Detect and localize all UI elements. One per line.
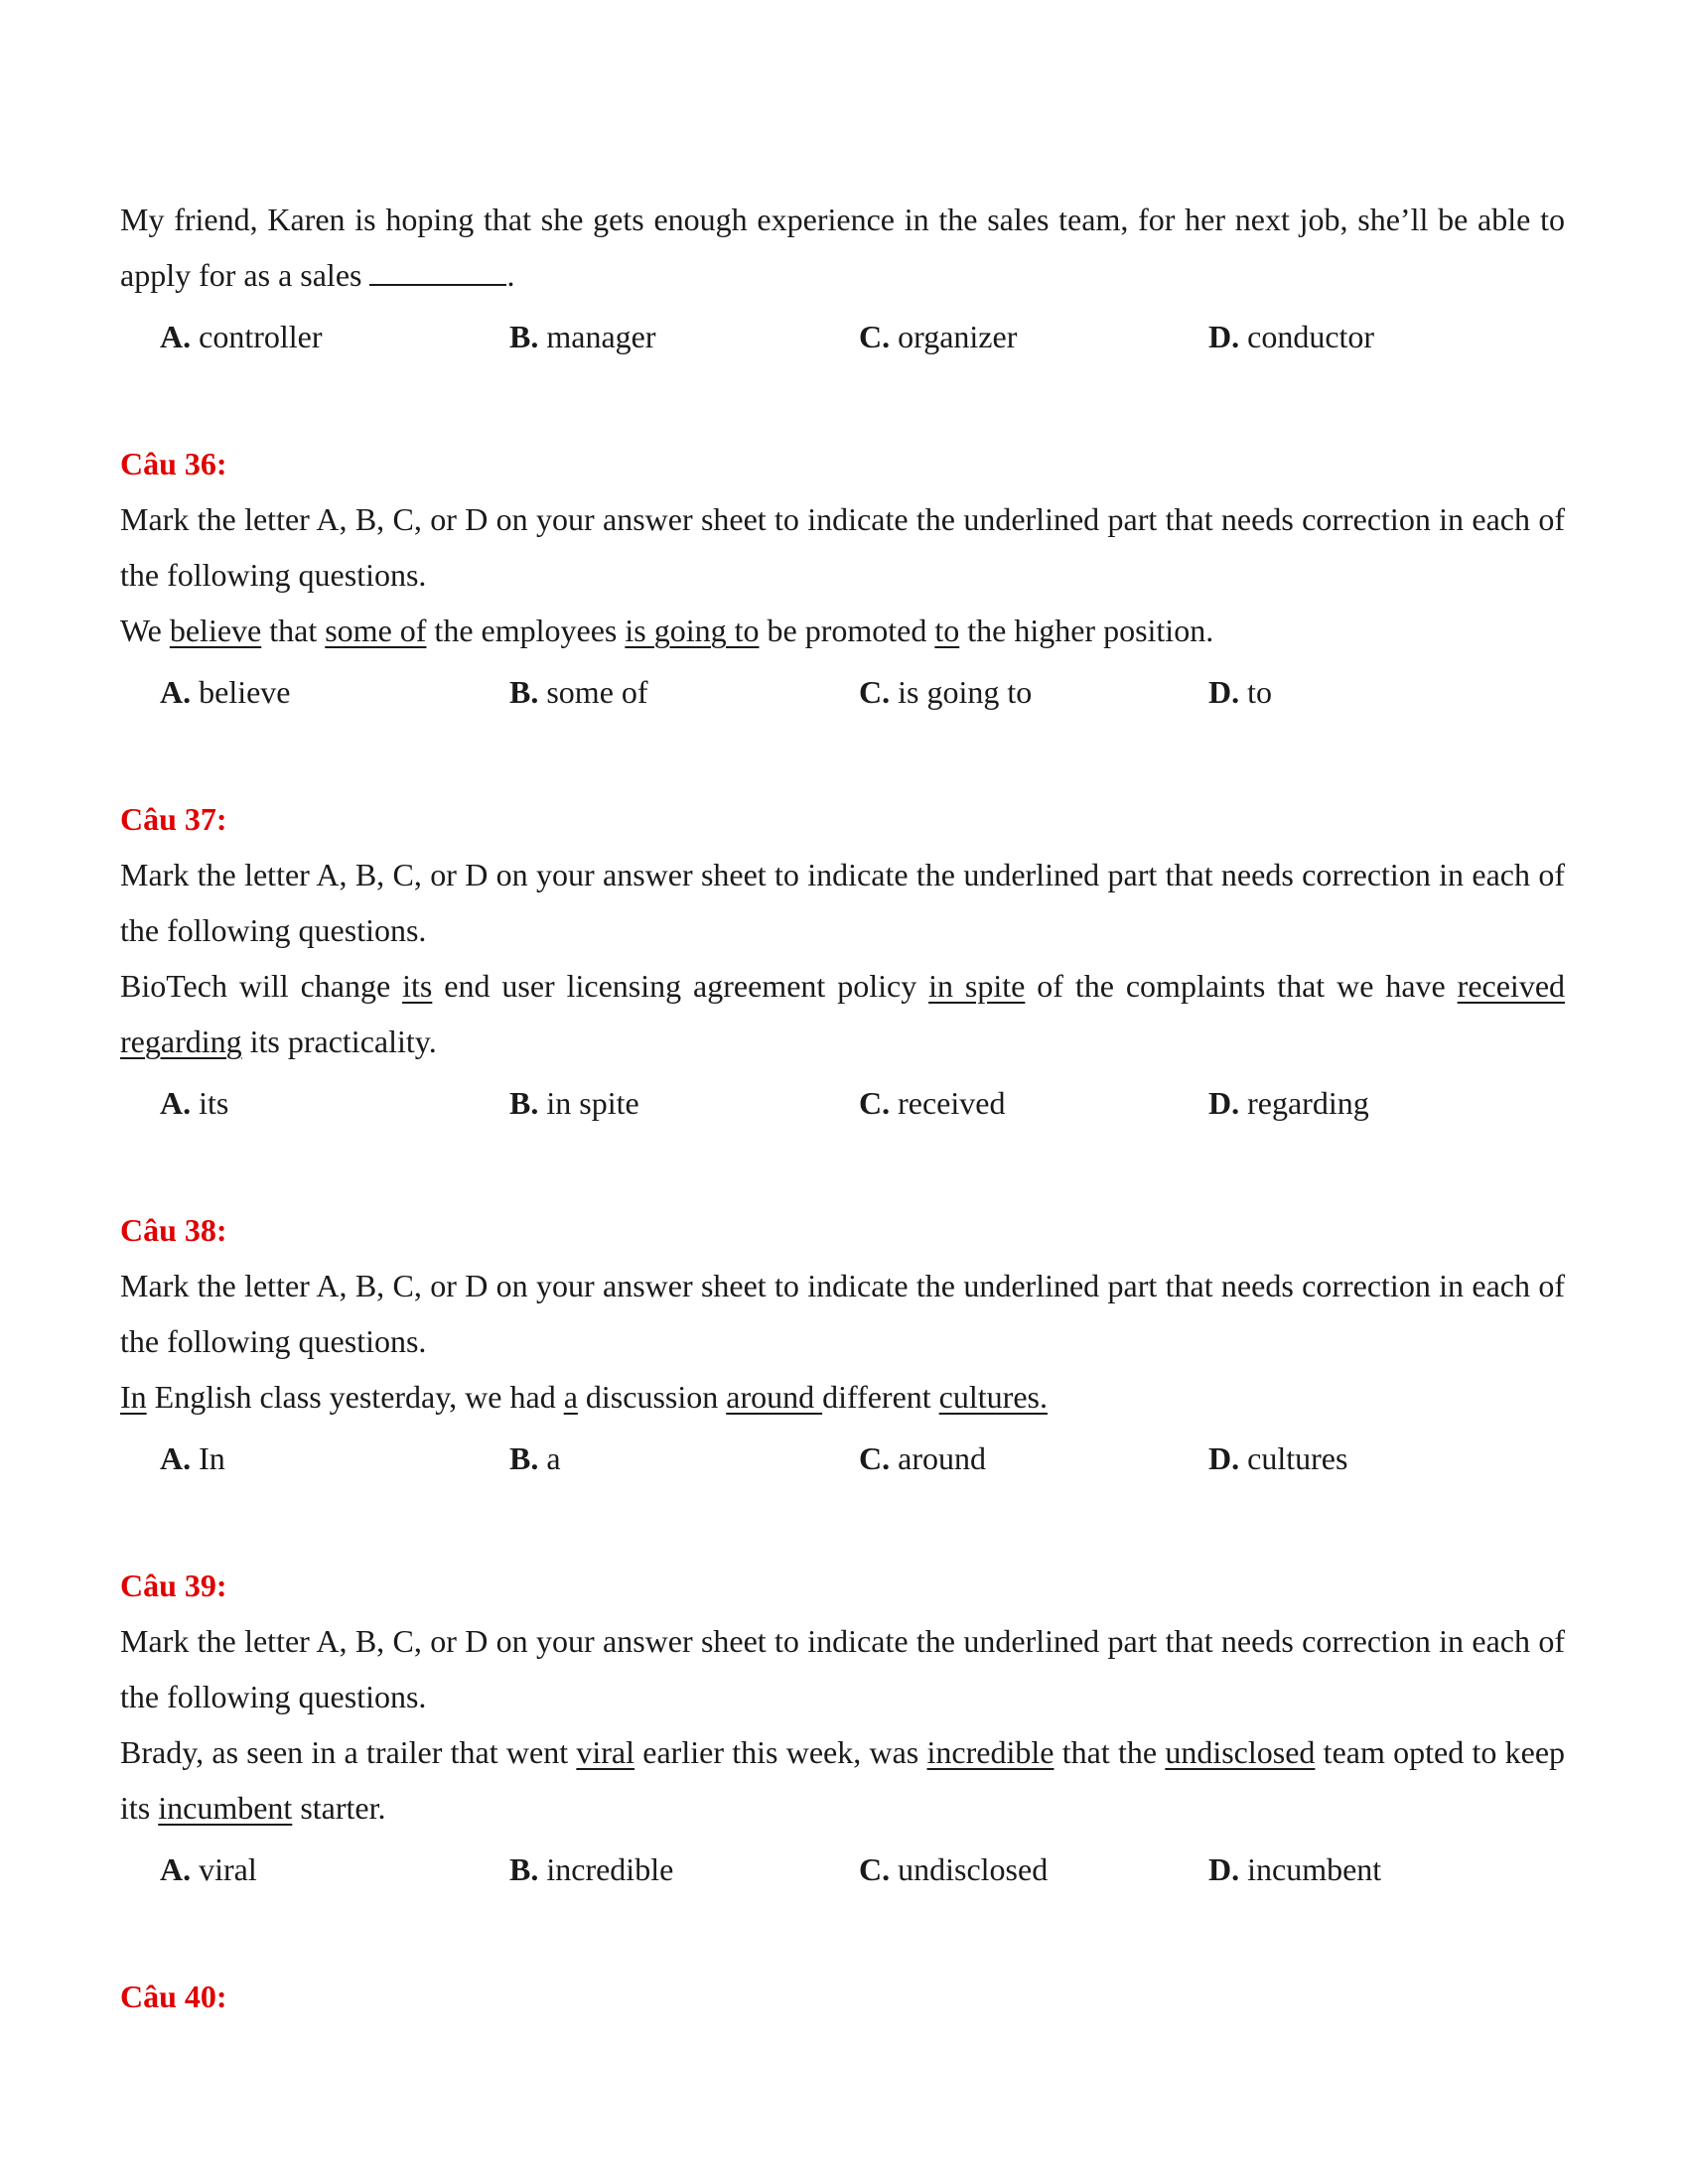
sentence-text: the employees xyxy=(426,613,626,648)
option-letter: B. xyxy=(509,319,539,354)
option-text: manager xyxy=(546,319,656,354)
underlined-part: undisclosed xyxy=(1165,1734,1316,1770)
sentence-text: Brady, as seen in a trailer that went xyxy=(120,1734,577,1770)
option-text: to xyxy=(1247,674,1272,710)
option-a[interactable] xyxy=(160,1431,509,1486)
option-letter: B. xyxy=(509,1085,539,1121)
option-c[interactable] xyxy=(859,664,1208,720)
underlined-part: in spite xyxy=(928,968,1026,1004)
underlined-part: its xyxy=(402,968,433,1004)
underlined-part: believe xyxy=(169,613,262,648)
option-letter: A. xyxy=(160,319,192,354)
answer-options xyxy=(160,1842,1565,1897)
question-sentence xyxy=(120,1369,1565,1425)
question-sentence xyxy=(120,1724,1565,1836)
option-text: incumbent xyxy=(1247,1851,1382,1887)
option-letter: D. xyxy=(1208,674,1240,710)
option-d[interactable] xyxy=(1208,1075,1558,1131)
option-text: incredible xyxy=(546,1851,674,1887)
option-letter: B. xyxy=(509,674,539,710)
option-a[interactable] xyxy=(160,664,509,720)
option-text: regarding xyxy=(1247,1085,1369,1121)
option-c[interactable] xyxy=(859,1842,1208,1897)
option-text: undisclosed xyxy=(898,1851,1049,1887)
underlined-part: is going to xyxy=(625,613,760,648)
sentence-text: discussion xyxy=(577,1379,727,1415)
option-text: organizer xyxy=(898,319,1018,354)
question-heading: Câu 39: xyxy=(120,1568,227,1603)
option-letter: B. xyxy=(509,1851,539,1887)
underlined-part: cultures. xyxy=(938,1379,1048,1415)
question-heading: Câu 36: xyxy=(120,446,227,481)
question-instruction: Mark the letter A, B, C, or D on your answer sheet to indicate the underlined part that needs correction in each of the following questions. xyxy=(120,1268,1565,1359)
option-text: its xyxy=(199,1085,229,1121)
option-letter: A. xyxy=(160,674,192,710)
option-text: in spite xyxy=(546,1085,639,1121)
option-b[interactable] xyxy=(509,1075,859,1131)
option-d[interactable] xyxy=(1208,309,1558,364)
underlined-part: In xyxy=(120,1379,147,1415)
underlined-part: around xyxy=(726,1379,823,1415)
option-text: viral xyxy=(199,1851,257,1887)
sentence-text: English class yesterday, we had xyxy=(146,1379,564,1415)
option-text: conductor xyxy=(1247,319,1375,354)
option-letter: D. xyxy=(1208,1851,1240,1887)
option-a[interactable] xyxy=(160,309,509,364)
stem-end: . xyxy=(506,257,515,293)
sentence-text: BioTech will change xyxy=(120,968,403,1004)
question-sentence xyxy=(120,603,1565,658)
sentence-text: end user licensing agreement policy xyxy=(432,968,929,1004)
sentence-text: be promoted xyxy=(759,613,935,648)
underlined-part: viral xyxy=(576,1734,635,1770)
sentence-text: that xyxy=(261,613,326,648)
option-letter: A. xyxy=(160,1440,192,1476)
worksheet-page xyxy=(120,192,1565,2024)
option-letter: C. xyxy=(859,1851,891,1887)
sentence-text: team opted to keep its xyxy=(120,1734,1566,1826)
underlined-part: a xyxy=(563,1379,578,1415)
option-letter: D. xyxy=(1208,1440,1240,1476)
question-list xyxy=(120,364,1565,1897)
option-c[interactable] xyxy=(859,309,1208,364)
question-heading: Câu 37: xyxy=(120,801,227,837)
option-b[interactable] xyxy=(509,1431,859,1486)
underlined-part: incumbent xyxy=(158,1790,293,1826)
question-instruction: Mark the letter A, B, C, or D on your answer sheet to indicate the underlined part that needs correction in each of the following questions. xyxy=(120,857,1565,948)
question-sentence xyxy=(120,958,1565,1069)
sentence-text: earlier this week, was xyxy=(634,1734,927,1770)
underlined-part: incredible xyxy=(926,1734,1055,1770)
question-stem xyxy=(120,192,1565,303)
answer-blank xyxy=(369,256,506,286)
question-instruction: Mark the letter A, B, C, or D on your answer sheet to indicate the underlined part that needs correction in each of the following questions. xyxy=(120,1623,1565,1714)
option-text: In xyxy=(199,1440,225,1476)
option-text: believe xyxy=(199,674,291,710)
option-letter: A. xyxy=(160,1851,192,1887)
option-a[interactable] xyxy=(160,1842,509,1897)
answer-options xyxy=(160,1075,1565,1131)
answer-options xyxy=(160,1431,1565,1486)
question-heading: Câu 38: xyxy=(120,1212,227,1248)
option-text: some of xyxy=(546,674,648,710)
underlined-part: to xyxy=(934,613,960,648)
answer-options xyxy=(160,309,1565,364)
option-letter: C. xyxy=(859,1085,891,1121)
option-text: controller xyxy=(199,319,323,354)
option-text: cultures xyxy=(1247,1440,1348,1476)
option-letter: D. xyxy=(1208,319,1240,354)
sentence-text: its practicality. xyxy=(241,1024,437,1059)
option-letter: B. xyxy=(509,1440,539,1476)
sentence-text: of the complaints that we have xyxy=(1025,968,1458,1004)
option-d[interactable] xyxy=(1208,664,1558,720)
answer-options xyxy=(160,664,1565,720)
option-letter: D. xyxy=(1208,1085,1240,1121)
option-a[interactable] xyxy=(160,1075,509,1131)
option-text: is going to xyxy=(898,674,1033,710)
sentence-text: different xyxy=(822,1379,939,1415)
option-letter: A. xyxy=(160,1085,192,1121)
option-d[interactable] xyxy=(1208,1431,1558,1486)
question-instruction: Mark the letter A, B, C, or D on your answer sheet to indicate the underlined part that needs correction in each of the following questions. xyxy=(120,501,1565,593)
sentence-text: We xyxy=(120,613,170,648)
option-c[interactable] xyxy=(859,1431,1208,1486)
option-letter: C. xyxy=(859,1440,891,1476)
sentence-text: the higher position. xyxy=(959,613,1214,648)
stem-text: My friend, Karen is hoping that she gets enough experience in the sales team, for her next job, she’ll be able to apply for as a sales xyxy=(120,202,1565,293)
option-b[interactable] xyxy=(509,664,859,720)
option-letter: C. xyxy=(859,319,891,354)
option-b[interactable] xyxy=(509,309,859,364)
underlined-part: received xyxy=(1457,968,1566,1004)
underlined-part: regarding xyxy=(120,1024,242,1059)
option-text: a xyxy=(546,1440,561,1476)
option-text: around xyxy=(898,1440,986,1476)
option-text: received xyxy=(898,1085,1006,1121)
option-c[interactable] xyxy=(859,1075,1208,1131)
sentence-text: that the xyxy=(1054,1734,1166,1770)
option-letter: C. xyxy=(859,674,891,710)
option-d[interactable] xyxy=(1208,1842,1558,1897)
question-heading: Câu 40: xyxy=(120,1979,227,2014)
sentence-text: starter. xyxy=(292,1790,386,1826)
underlined-part: some of xyxy=(325,613,427,648)
option-b[interactable] xyxy=(509,1842,859,1897)
